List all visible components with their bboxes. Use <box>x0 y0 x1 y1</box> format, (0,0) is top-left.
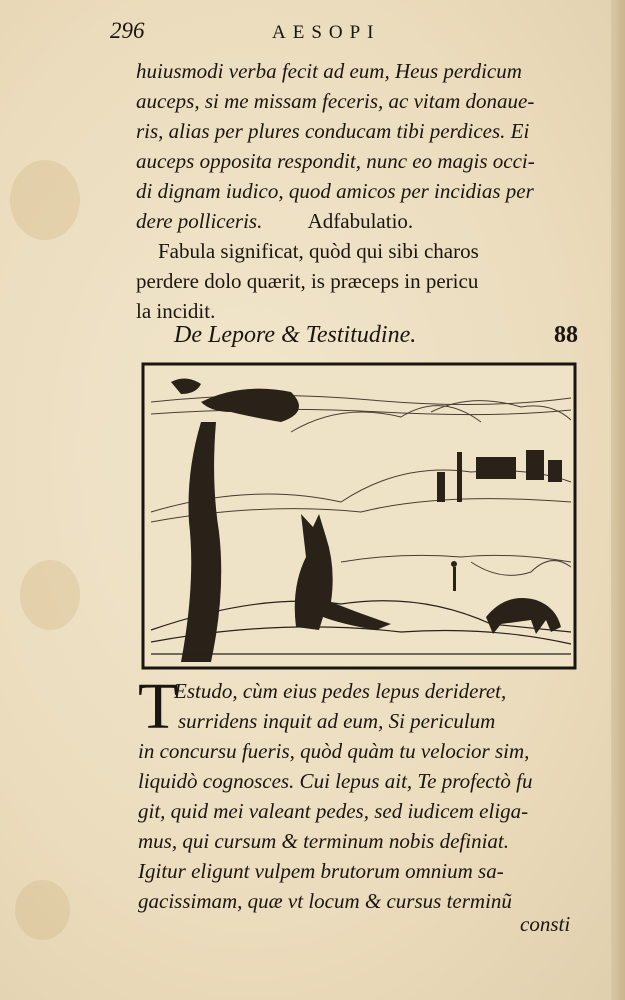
paper-stain <box>10 160 80 240</box>
page-number: 296 <box>110 18 145 43</box>
paper-stain <box>20 560 80 630</box>
fable-title-row <box>174 322 580 356</box>
adfabulatio-heading: Adfabulatio. <box>307 209 414 233</box>
text-line: surridens inquit ad eum, Si periculum <box>178 709 496 733</box>
text-line: liquidò cognosces. Cui lepus ait, Te profectò fu <box>138 769 533 793</box>
fable-number: 88 <box>554 322 578 348</box>
text-line: di dignam iudico, quod amicos per incidias per <box>136 179 534 203</box>
moral-line: Fabula significat, quòd qui sibi charos <box>158 239 479 263</box>
text-line: Igitur eligunt vulpem brutorum omnium sa- <box>138 859 504 883</box>
fable-text <box>138 670 588 916</box>
paper-stain <box>15 880 70 940</box>
text-line: Estudo, cùm eius pedes lepus derideret, <box>174 679 507 703</box>
text-line: git, quid mei valeant pedes, sed iudicem eliga- <box>138 799 529 823</box>
text-line-with-heading <box>136 206 582 236</box>
text-line: auceps opposita respondit, nunc eo magis occi- <box>136 149 535 173</box>
text-line: auceps, si me missam feceris, ac vitam donaue- <box>136 89 535 113</box>
text-line: in concursu fueris, quòd quàm tu velocior sim, <box>138 739 530 763</box>
drop-cap: T <box>138 670 179 743</box>
fable-title: De Lepore & Testitudine. <box>174 322 417 348</box>
text-line: gacissimam, quæ vt locum & cursus terminũ <box>138 889 512 913</box>
text-line: ris, alias per plures conducam tibi perdices. Ei <box>136 119 530 143</box>
text-line: dere polliceris. <box>136 209 263 233</box>
catchword: consti <box>520 912 571 936</box>
moral-line: perdere dolo quærit, is præceps in pericu <box>136 269 479 293</box>
page-header <box>110 18 570 48</box>
woodcut-engraving <box>141 362 577 670</box>
previous-fable-text <box>136 56 582 326</box>
running-head: AESOPI <box>272 22 381 43</box>
page-edge <box>611 0 625 1000</box>
text-line: mus, qui cursum & terminum nobis definiat. <box>138 829 509 853</box>
woodcut-illustration <box>141 362 577 670</box>
moral-line: la incidit. <box>136 299 216 323</box>
text-line: huiusmodi verba fecit ad eum, Heus perdicum <box>136 59 522 83</box>
